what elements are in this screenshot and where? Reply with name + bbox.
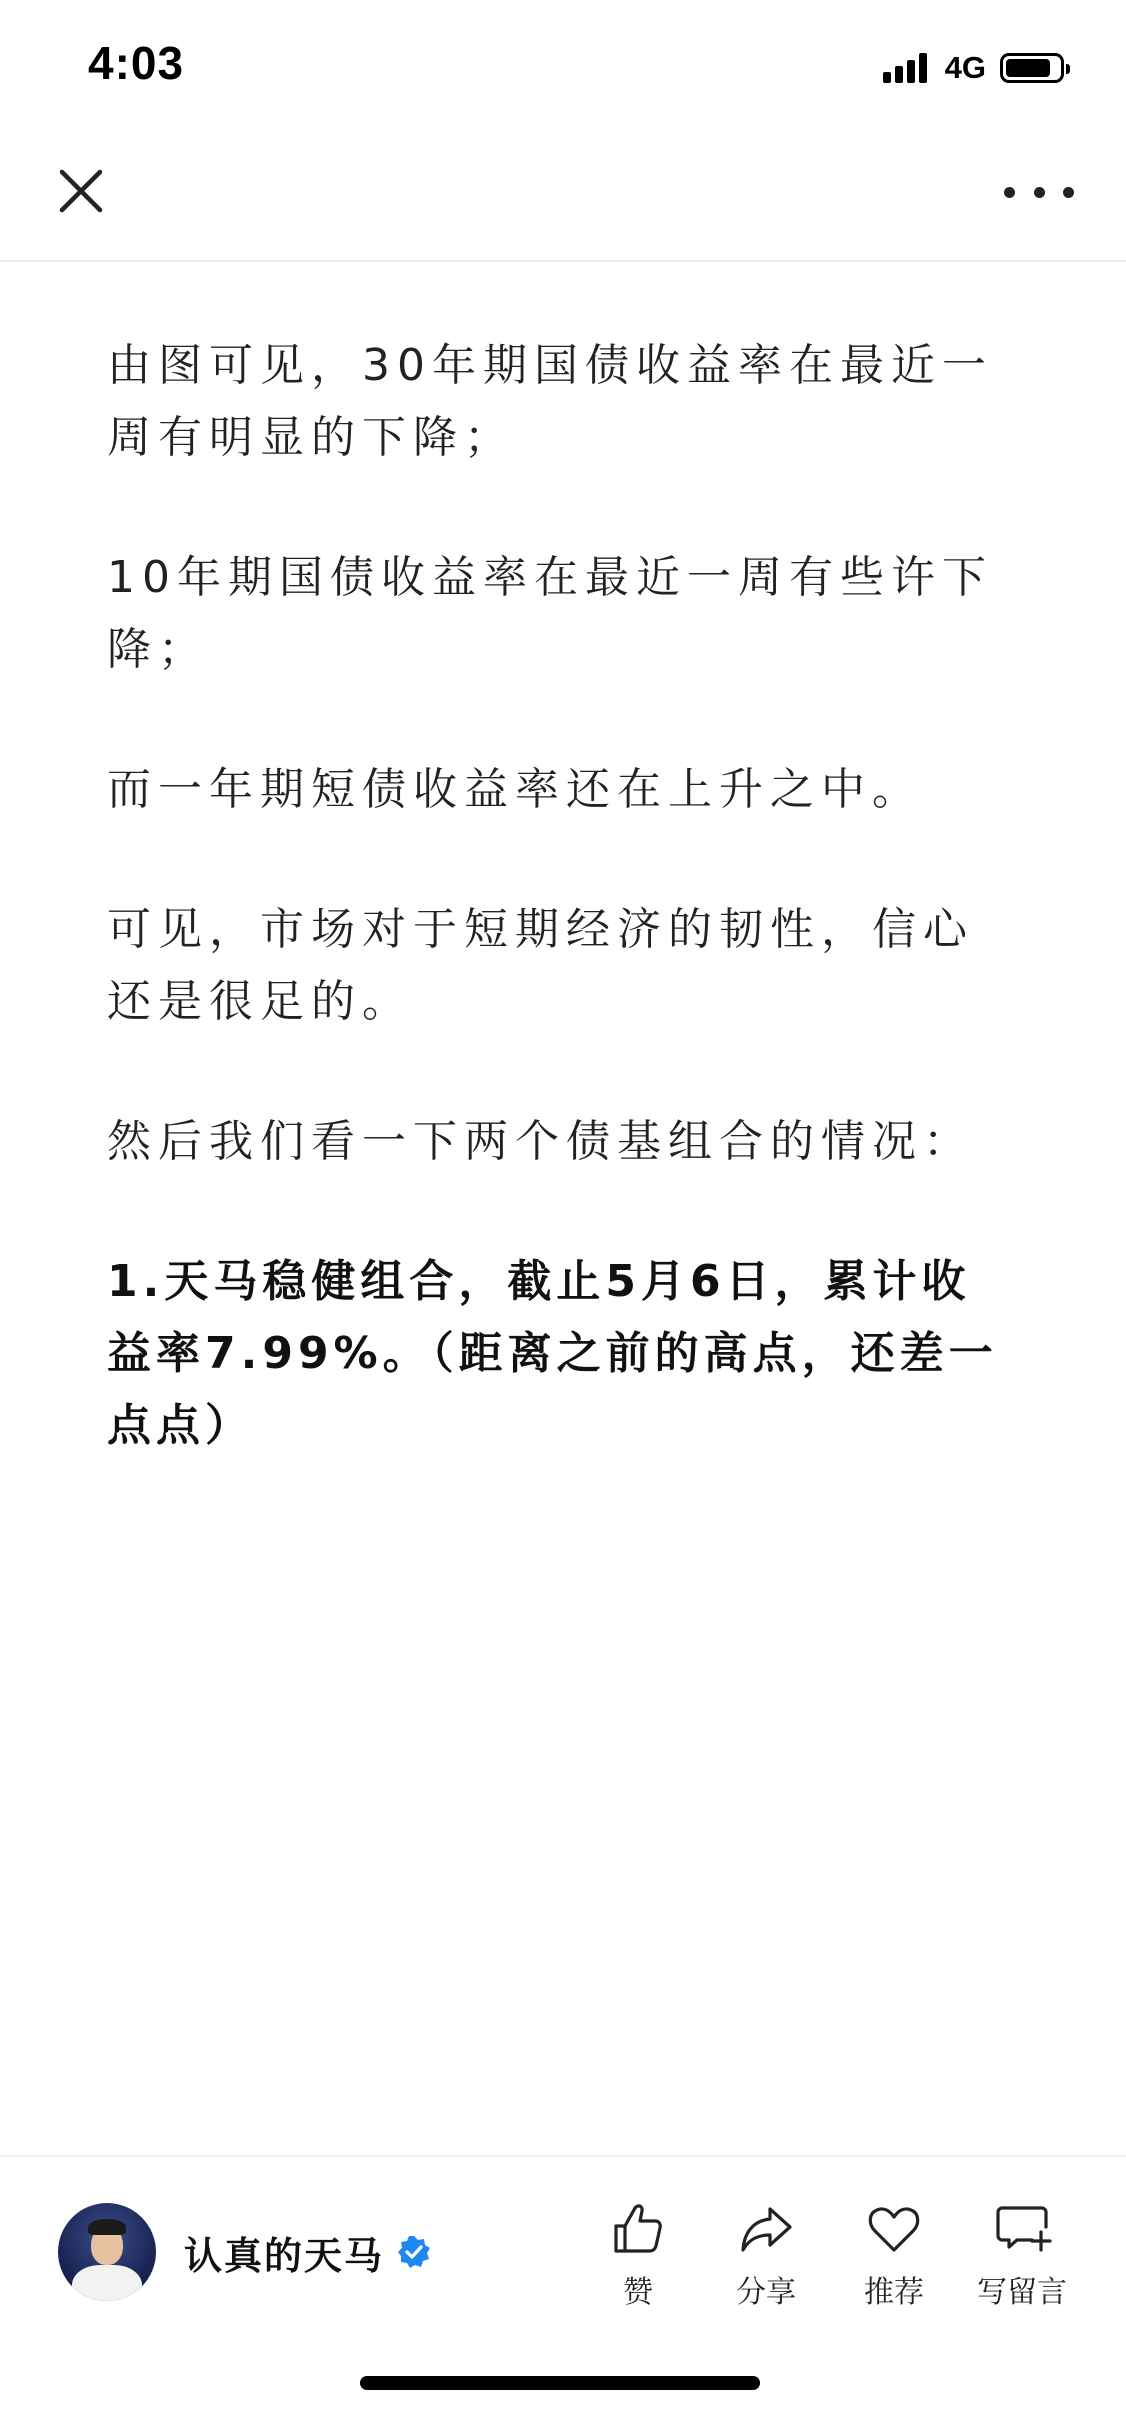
more-icon-dot [1004, 187, 1015, 198]
heart-icon [864, 2199, 924, 2259]
more-icon-dot [1034, 187, 1045, 198]
avatar[interactable] [58, 2203, 156, 2301]
action-group [574, 2199, 1086, 2311]
share-icon [736, 2199, 796, 2259]
article-paragraph: 然后我们看一下两个债基组合的情况： [107, 1116, 974, 1167]
share-button[interactable] [702, 2199, 830, 2311]
like-label: 赞 [623, 2275, 653, 2310]
signal-icon [883, 53, 931, 83]
home-indicator[interactable] [360, 2376, 760, 2390]
more-icon-dot [1063, 187, 1074, 198]
recommend-label: 推荐 [864, 2275, 924, 2310]
article-paragraph: 可见，市场对于短期经济的韧性，信心还是很足的。 [107, 904, 974, 1027]
article-body [107, 330, 1007, 1530]
verified-icon [396, 2234, 432, 2270]
thumbs-up-icon [608, 2199, 668, 2259]
comment-label: 写留言 [977, 2275, 1067, 2310]
recommend-button[interactable] [830, 2199, 958, 2311]
battery-icon [1000, 53, 1064, 83]
close-icon [50, 160, 112, 222]
network-label: 4G [944, 50, 986, 85]
share-label: 分享 [736, 2275, 796, 2310]
comment-button[interactable] [958, 2199, 1086, 2311]
status-time: 4:03 [88, 37, 185, 89]
author-name[interactable]: 认真的天马 [184, 2233, 385, 2278]
author-info[interactable] [58, 2202, 432, 2302]
comment-add-icon [992, 2199, 1052, 2259]
article-paragraph: 由图可见，30年期国债收益率在最近一周有明显的下降； [107, 340, 993, 463]
article-paragraph: 10年期国债收益率在最近一周有些许下降； [107, 552, 993, 675]
article-highlight: 1.天马稳健组合，截止5月6日，累计收益率7.99%。（距离之前的高点，还差一点点） [107, 1256, 998, 1451]
article-paragraph: 而一年期短债收益率还在上升之中。 [107, 764, 923, 815]
like-button[interactable] [574, 2199, 702, 2311]
close-button[interactable] [50, 160, 112, 222]
status-indicators [883, 48, 1064, 88]
status-bar [0, 0, 1126, 130]
more-button[interactable] [1004, 170, 1074, 214]
nav-bar [0, 130, 1126, 262]
